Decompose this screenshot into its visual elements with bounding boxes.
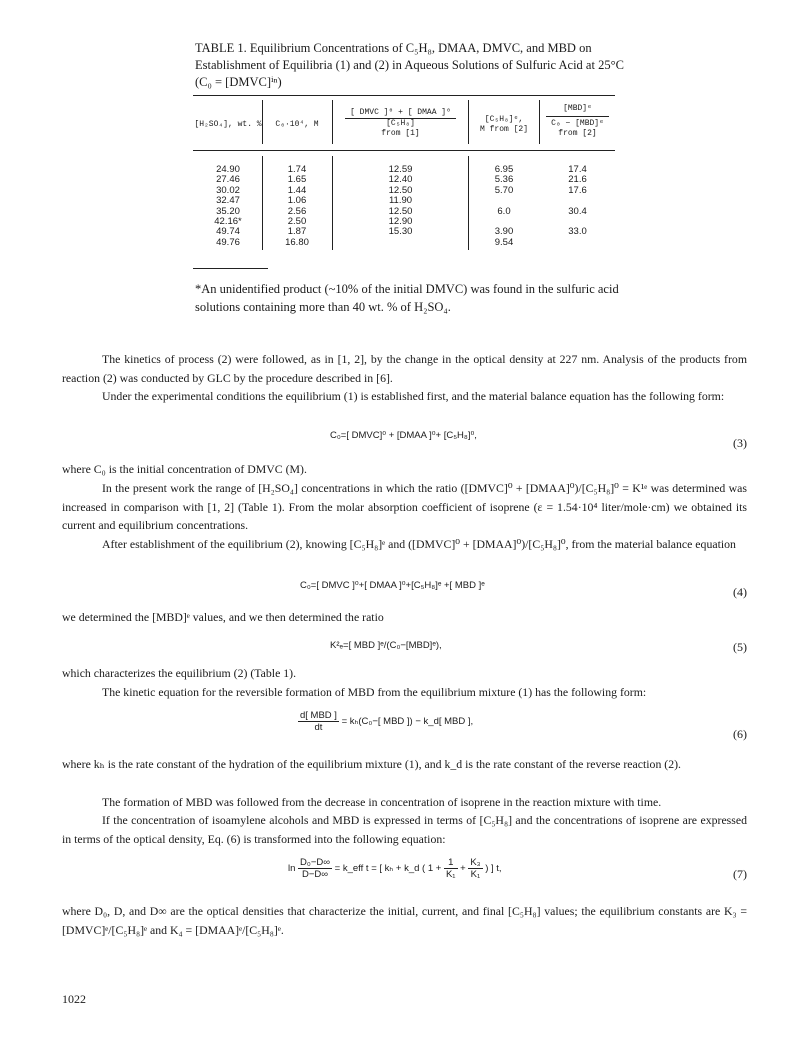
cell: 6.95 bbox=[494, 164, 514, 175]
cell: 1.65 bbox=[287, 174, 307, 186]
paragraph: where C₀ is the initial concentration of DMVC (M). bbox=[62, 462, 307, 476]
column-ratio bbox=[333, 165, 468, 248]
header-ratio-den: [C₅H₈] bbox=[386, 119, 415, 128]
cell: 42.16* bbox=[214, 215, 242, 227]
eq6-rhs: = kₕ(C₀−[ MBD ]) − k_d[ MBD ], bbox=[341, 716, 474, 728]
cell: 17.6 bbox=[568, 184, 587, 196]
equation-number: (5) bbox=[733, 640, 747, 654]
header-ratio-num: [ DMVC ]⁰ + [ DMAA ]⁰ bbox=[345, 108, 456, 119]
paragraph: Under the experimental conditions the equilibrium (1) is established first, and the material balance equation has the following form: bbox=[102, 389, 725, 403]
header-mbd-num: [MBD]ᵉ bbox=[546, 104, 609, 117]
column-c0 bbox=[263, 165, 331, 248]
eq7-end: ) ] t, bbox=[485, 863, 502, 875]
header-mbd-den: C₀ − [MBD]ᵉ bbox=[551, 119, 604, 128]
cell: 5.70 bbox=[494, 184, 514, 196]
cell bbox=[469, 196, 539, 206]
cell: 1.74 bbox=[287, 164, 307, 175]
paragraph: The formation of MBD was followed from the decrease in concentration of isoprene in the reaction mixture with time. bbox=[102, 795, 662, 809]
table-caption: TABLE 1. Equilibrium Concentrations of C₅H₈, DMAA, DMVC, and MBD on Establishment of Equilibria (1) and (2) in Aqueous Solutions of Sulfuric Acid at 25°C (C₀ = [DMVC]ⁱⁿ) bbox=[195, 41, 624, 89]
equation-5: K²ₑ=[ MBD ]ᵉ/(C₀−[MBD]ᵉ), bbox=[330, 640, 442, 651]
equation-number: (7) bbox=[733, 867, 747, 881]
table-bottom-rule bbox=[193, 268, 268, 269]
table-footnote: *An unidentified product (~10% of the initial DMVC) was found in the sulfuric acid solutions containing more than 40 wt. % of H₂SO₄. bbox=[195, 282, 619, 314]
eq7-fraction bbox=[298, 857, 332, 880]
cell: 49.76 bbox=[216, 236, 240, 248]
cell: 12.90 bbox=[388, 215, 413, 227]
eq7-denominator: D−D∞ bbox=[302, 869, 329, 880]
equation-3: C₀=[ DMVC]⁰ + [DMAA ]⁰+ [C₅H₈]⁰, bbox=[330, 430, 477, 441]
column-c5h8 bbox=[469, 165, 539, 248]
paragraph: which characterizes the equilibrium (2) (Table 1). bbox=[62, 666, 297, 680]
eq7-fraction-2 bbox=[468, 857, 482, 880]
header-mbd-from: from [2] bbox=[558, 129, 597, 138]
cell: 12.50 bbox=[388, 205, 413, 217]
cell: 16.80 bbox=[285, 236, 309, 248]
cell: 9.54 bbox=[494, 236, 514, 248]
cell bbox=[540, 196, 615, 206]
eq6-numerator: d[ MBD ] bbox=[300, 710, 337, 721]
equation-number: (6) bbox=[733, 727, 747, 741]
cell bbox=[333, 238, 468, 248]
paragraph: where D₀, D, and D∞ are the optical densities that characterize the initial, current, and final [C₅H₈] values; the equilibrium constants are K₃ = [DMVC]ᵉ/[C₅H₈]ᵉ and K₄ = [DMAA]ᵉ/[C₅H₈]ᵉ. bbox=[62, 904, 747, 937]
equation-7 bbox=[288, 857, 502, 880]
cell bbox=[540, 238, 615, 248]
cell: 21.6 bbox=[568, 174, 587, 186]
header-c5h8-top: [C₅H₈]ᵉ, bbox=[484, 115, 524, 124]
cell: 6.0 bbox=[497, 205, 511, 217]
eq7-f2-num: K₃ bbox=[470, 857, 481, 868]
column-acid bbox=[193, 165, 263, 248]
cell: 35.20 bbox=[216, 205, 240, 217]
eq7-f1-num: 1 bbox=[444, 857, 458, 869]
cell: 3.90 bbox=[494, 226, 514, 238]
cell: 17.4 bbox=[568, 164, 587, 175]
cell: 1.87 bbox=[287, 226, 307, 238]
cell: 49.74 bbox=[216, 226, 240, 238]
paragraph: The kinetics of process (2) were followed, as in [1, 2], by the change in the optical density at 227 nm. Analysis of the products from reaction (2) was conducted by GLC by the procedure described in [6]. bbox=[62, 352, 747, 385]
cell: 24.90 bbox=[216, 164, 240, 175]
paragraph: The kinetic equation for the reversible formation of MBD from the equilibrium mixture (1) has the following form: bbox=[102, 685, 647, 699]
cell: 5.36 bbox=[494, 174, 514, 186]
cell: 32.47 bbox=[216, 195, 240, 207]
paragraph: we determined the [MBD]ᵉ values, and we then determined the ratio bbox=[62, 610, 384, 624]
paragraph: where kₕ is the rate constant of the hydration of the equilibrium mixture (1), and k_d is the rate constant of the reverse reaction (2). bbox=[62, 757, 681, 771]
cell: 12.59 bbox=[388, 164, 413, 175]
header-acid: [H₂SO₄], wt. % bbox=[194, 120, 262, 129]
equation-number: (4) bbox=[733, 585, 747, 599]
cell: 30.02 bbox=[216, 184, 240, 196]
eq7-f2-den: K₁ bbox=[470, 869, 481, 880]
eq7-plus: + bbox=[460, 863, 469, 875]
cell: 12.40 bbox=[388, 174, 413, 186]
equation-6 bbox=[298, 710, 473, 733]
paragraph: After establishment of the equilibrium (2), knowing [C₅H₈]ᵉ and ([DMVC]⁰ + [DMAA]⁰)/[C₅H₈]⁰, from the material balance equation bbox=[102, 537, 736, 551]
cell: 33.0 bbox=[568, 226, 587, 238]
equation-number: (3) bbox=[733, 436, 747, 450]
cell: 30.4 bbox=[568, 205, 587, 217]
cell: 12.50 bbox=[388, 184, 413, 196]
cell: 2.56 bbox=[287, 205, 307, 217]
header-c0: C₀·10⁴, M bbox=[275, 120, 319, 129]
cell: 1.06 bbox=[287, 195, 307, 207]
eq7-numerator: D₀−D∞ bbox=[300, 857, 331, 868]
eq6-fraction bbox=[298, 710, 339, 733]
paragraph: In the present work the range of [H₂SO₄] concentrations in which the ratio ([DMVC]⁰ + [DMAA]⁰)/[C₅H₈]⁰ = K¹ᵉ was determined was increased in comparison with [1, 2] (Table 1). From the molar absorption coefficient of isoprene (ε = 1.54·10⁴ liter/mole·cm) we obtained its current and equilibrium concentrations. bbox=[62, 481, 747, 532]
page-number: 1022 bbox=[62, 992, 86, 1006]
column-mbd bbox=[540, 165, 615, 248]
eq7-f1-den: K₁ bbox=[445, 869, 456, 880]
cell: 27.46 bbox=[216, 174, 240, 186]
cell: 11.90 bbox=[388, 195, 413, 207]
cell: 15.30 bbox=[388, 226, 413, 238]
header-mbd bbox=[540, 104, 615, 139]
eq7-fraction-1 bbox=[444, 857, 458, 880]
eq7-middle: = k_eff t = [ kₕ + k_d ( 1 + bbox=[334, 863, 444, 875]
table-header-rule bbox=[193, 150, 615, 151]
paragraph: If the concentration of isoamylene alcohols and MBD is expressed in terms of [C₅H₈] and the concentrations of isoprene are expressed in terms of the optical density, Eq. (6) is transformed into the following equation: bbox=[62, 813, 747, 846]
cell: 1.44 bbox=[287, 184, 307, 196]
table-top-rule bbox=[193, 95, 615, 96]
cell: 2.50 bbox=[287, 215, 307, 227]
header-ratio-from: from [1] bbox=[381, 129, 420, 138]
header-c5h8-bot: M from [2] bbox=[479, 125, 528, 134]
equation-4: C₀=[ DMVC ]⁰+[ DMAA ]⁰+[C₅H₈]ᵉ +[ MBD ]ᵉ bbox=[300, 580, 485, 591]
eq7-ln: ln bbox=[288, 863, 296, 875]
header-c5h8 bbox=[469, 115, 539, 135]
eq6-denominator: dt bbox=[314, 722, 323, 733]
header-ratio bbox=[333, 108, 468, 139]
